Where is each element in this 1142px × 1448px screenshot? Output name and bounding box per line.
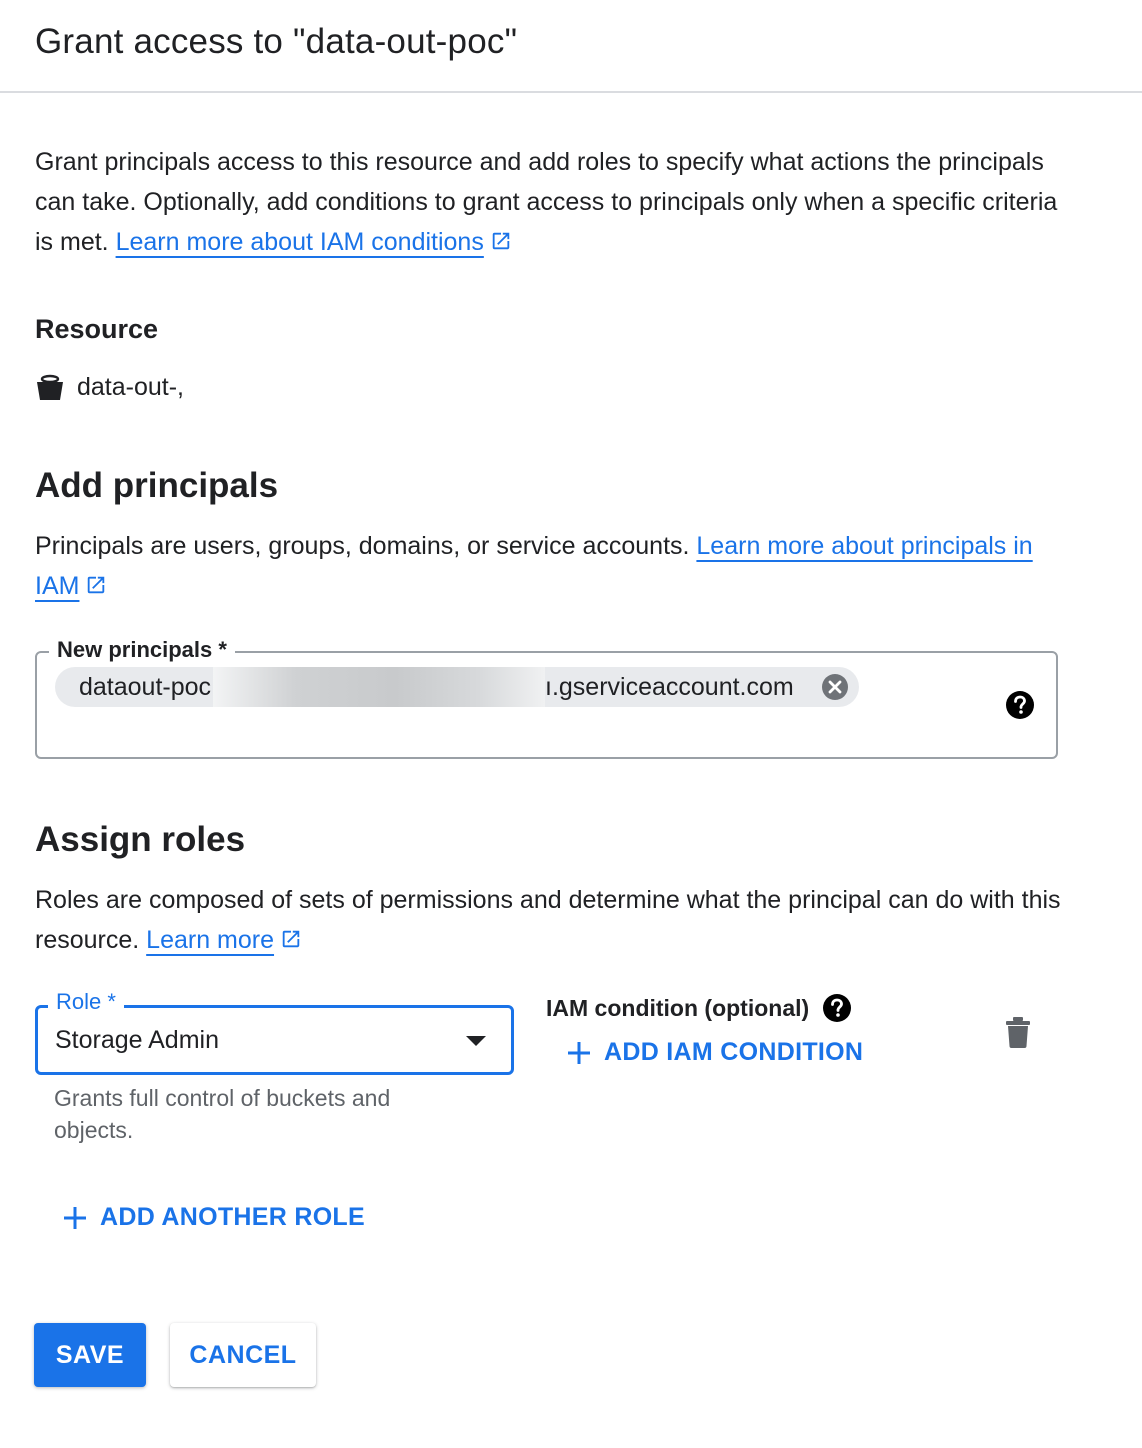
resource-item bbox=[35, 370, 184, 404]
role-value: Storage Admin bbox=[55, 1026, 219, 1054]
dropdown-caret-icon[interactable] bbox=[466, 1036, 486, 1046]
cancel-button[interactable]: CANCEL bbox=[170, 1323, 316, 1387]
principal-chip-text-start: dataout-poc bbox=[79, 672, 212, 701]
resource-name: data-out-, bbox=[77, 372, 185, 401]
principal-chip-text-end: ı.gserviceaccount.com bbox=[545, 672, 794, 701]
principals-link[interactable]: Learn more about principals in IAM bbox=[35, 532, 1033, 600]
iam-condition-label: IAM condition (optional) bbox=[546, 995, 810, 1021]
add-principals-heading: Add principals bbox=[35, 466, 279, 505]
add-iam-condition-button[interactable] bbox=[566, 1038, 863, 1067]
plus-icon bbox=[62, 1205, 88, 1231]
delete-icon[interactable] bbox=[1005, 1016, 1031, 1048]
principals-description bbox=[35, 526, 1075, 606]
new-principals-field[interactable] bbox=[35, 637, 1058, 759]
intro-text: Grant principals access to this resource and add roles to specify what actions the principals can take. Optionally, add conditions to grant access to principals only when a specific criteria is met. bbox=[35, 148, 1058, 256]
new-principals-label: New principals * bbox=[49, 637, 235, 663]
role-label: Role * bbox=[48, 989, 124, 1015]
add-another-role-label: ADD ANOTHER ROLE bbox=[100, 1203, 365, 1231]
assign-roles-heading: Assign roles bbox=[35, 820, 246, 859]
dialog-header bbox=[0, 0, 1142, 93]
external-link-icon[interactable] bbox=[85, 574, 107, 596]
help-icon[interactable] bbox=[1005, 690, 1035, 720]
condition-help-icon[interactable] bbox=[822, 993, 852, 1023]
external-link-icon[interactable] bbox=[490, 230, 512, 252]
remove-chip-icon[interactable] bbox=[821, 673, 849, 701]
dialog-title: Grant access to "data-out-poc" bbox=[35, 22, 518, 61]
add-iam-condition-label: ADD IAM CONDITION bbox=[604, 1038, 864, 1066]
principals-text: Principals are users, groups, domains, or service accounts. bbox=[35, 532, 697, 560]
intro-paragraph bbox=[35, 142, 1075, 262]
roles-text: Roles are composed of sets of permissions and determine what the principal can do with this resource. bbox=[35, 886, 1061, 954]
bucket-icon bbox=[35, 372, 65, 402]
roles-learn-more-link[interactable]: Learn more bbox=[146, 926, 275, 954]
plus-icon bbox=[566, 1040, 592, 1066]
role-select[interactable] bbox=[35, 989, 514, 1075]
redacted-blur bbox=[213, 667, 545, 707]
roles-description bbox=[35, 880, 1075, 960]
external-link-icon[interactable] bbox=[280, 928, 302, 950]
principal-chip[interactable] bbox=[55, 667, 859, 707]
resource-heading: Resource bbox=[35, 314, 159, 344]
add-another-role-button[interactable] bbox=[62, 1203, 365, 1232]
role-description: Grants full control of buckets and objects. bbox=[54, 1085, 391, 1143]
save-button[interactable]: SAVE bbox=[34, 1323, 146, 1387]
iam-conditions-link[interactable]: Learn more about IAM conditions bbox=[115, 228, 484, 256]
